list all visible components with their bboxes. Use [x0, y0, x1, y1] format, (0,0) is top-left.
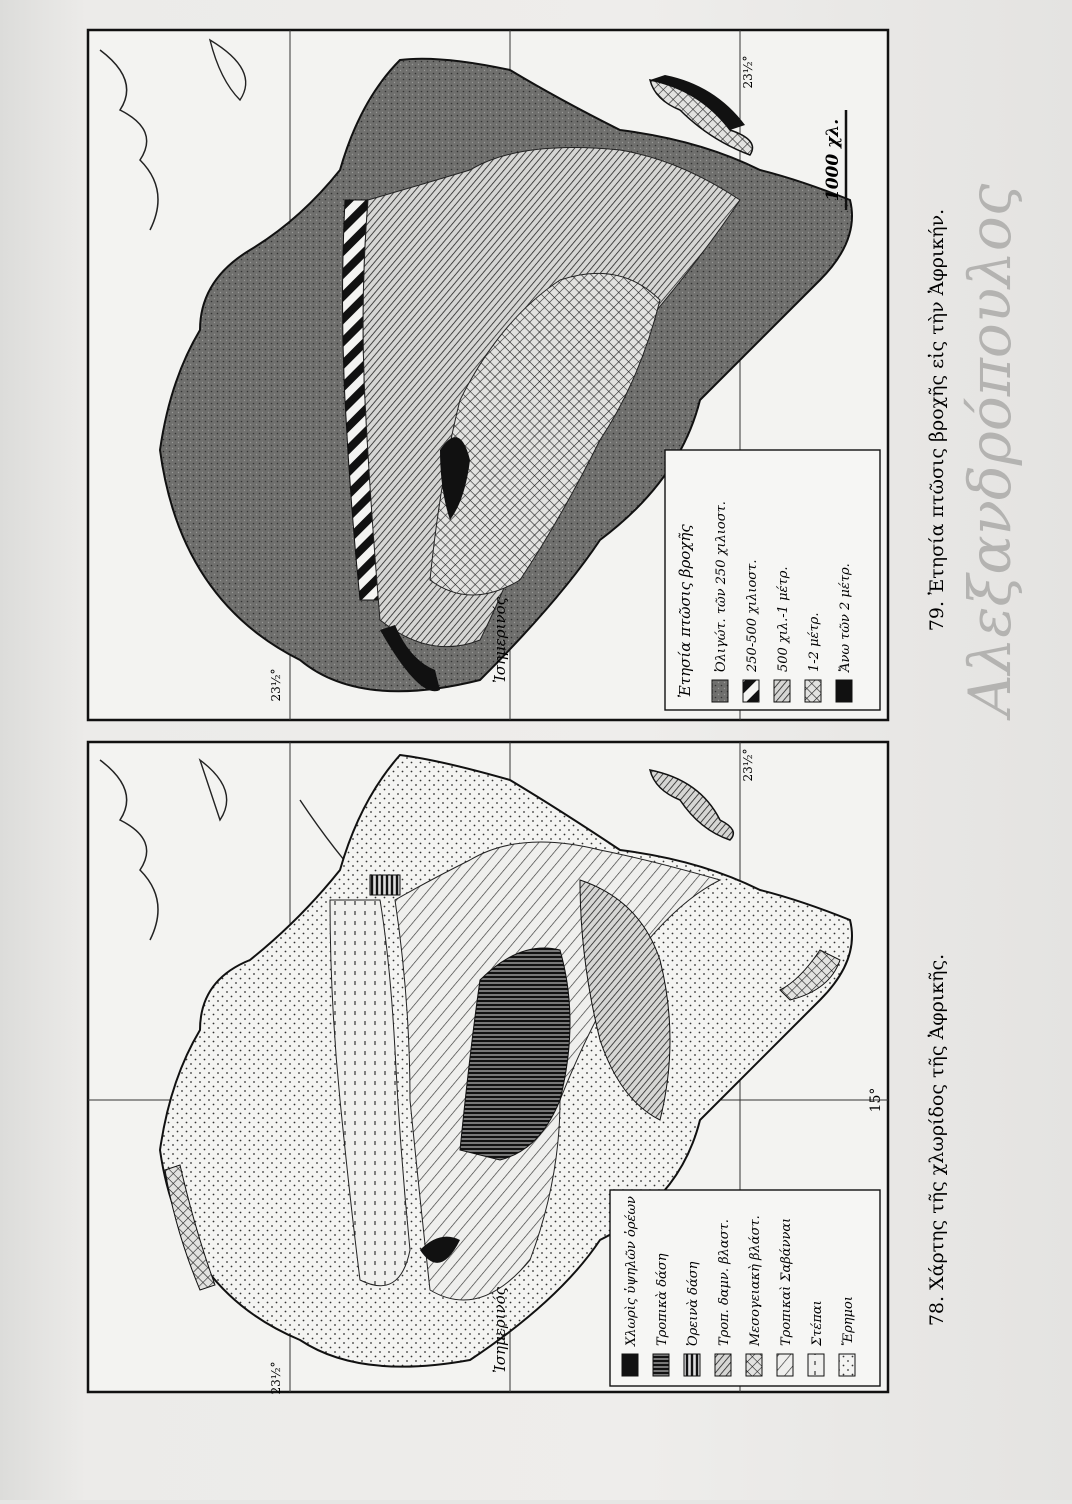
vegetation-legend-label-6: Στέπαι [810, 1300, 825, 1346]
rainfall-legend-title: Ἐτησία πτῶσις βροχῆς [676, 524, 694, 698]
vegetation-legend-label-3: Τροπ. δαμν. βλαστ. [717, 1219, 732, 1346]
rainfall-tropic-south-label: 23½° [741, 55, 755, 89]
vegetation-tropic-north-label: 23½° [269, 1361, 283, 1395]
vegetation-legend [610, 1190, 880, 1386]
caption-vegetation: 78. Χάρτης τῆς χλωρίδος τῆς Ἀφρικῆς. [926, 953, 948, 1327]
vegetation-legend-swatch-6 [808, 1354, 824, 1376]
vegetation-legend-swatch-0 [622, 1354, 638, 1376]
caption-rainfall: 79. Ἐτησία πτῶσις βροχῆς εἰς τὴν Ἀφρικήν. [926, 208, 948, 632]
rainfall-legend [665, 450, 880, 710]
vegetation-legend-swatch-1 [653, 1354, 669, 1376]
rainfall-legend-label-0: Ὀλιγώτ. τῶν 250 χιλιοστ. [714, 501, 729, 672]
rainfall-equator-label: Ἰσημερινός [491, 596, 509, 684]
vegetation-legend-label-4: Μεσογειακὴ βλάστ. [748, 1215, 763, 1346]
rainfall-tropic-north-label: 23½° [269, 668, 283, 702]
rainfall-legend-swatch-2 [774, 680, 790, 702]
vegetation-legend-swatch-2 [684, 1354, 700, 1376]
vegetation-legend-label-2: Ὀρεινὰ δάση [686, 1261, 701, 1346]
vegetation-legend-swatch-4 [746, 1354, 762, 1376]
vegetation-equator-label: Ἰσημερινός [491, 1286, 509, 1374]
rainfall-scale-label: 1000 χλ. [823, 118, 843, 202]
rainfall-legend-swatch-3 [805, 680, 821, 702]
rainfall-legend-swatch-4 [836, 680, 852, 702]
vegetation-legend-label-5: Τροπικαὶ Σαβάνναι [779, 1217, 794, 1346]
vegetation-legend-swatch-7 [839, 1354, 855, 1376]
vegetation-legend-label-1: Τροπικὰ δάση [655, 1253, 670, 1346]
rainfall-legend-swatch-0 [712, 680, 728, 702]
mountain-forest-zone [370, 875, 400, 895]
rainfall-legend-swatch-1 [743, 680, 759, 702]
vegetation-map [88, 742, 888, 1394]
rainfall-legend-label-4: Ἄνω τῶν 2 μέτρ. [838, 563, 853, 672]
rainfall-legend-label-3: 1-2 μέτρ. [807, 612, 822, 672]
vegetation-legend-label-7: Ἔρημοι [841, 1296, 856, 1346]
vegetation-tropic-south-label: 23½° [741, 748, 755, 782]
vegetation-legend-swatch-3 [715, 1354, 731, 1376]
vegetation-meridian-label: 15° [868, 1087, 884, 1113]
rainfall-map [88, 30, 888, 720]
vegetation-legend-label-0: Χλωρὶς ὑψηλῶν ὀρέων [624, 1196, 639, 1346]
rainfall-legend-label-2: 500 χιλ.-1 μέτρ. [776, 566, 791, 672]
handwritten-signature: Αλεξανδρόπουλος [956, 183, 1024, 717]
rainfall-legend-label-1: 250-500 χιλιοστ. [745, 559, 760, 672]
vegetation-legend-swatch-5 [777, 1354, 793, 1376]
